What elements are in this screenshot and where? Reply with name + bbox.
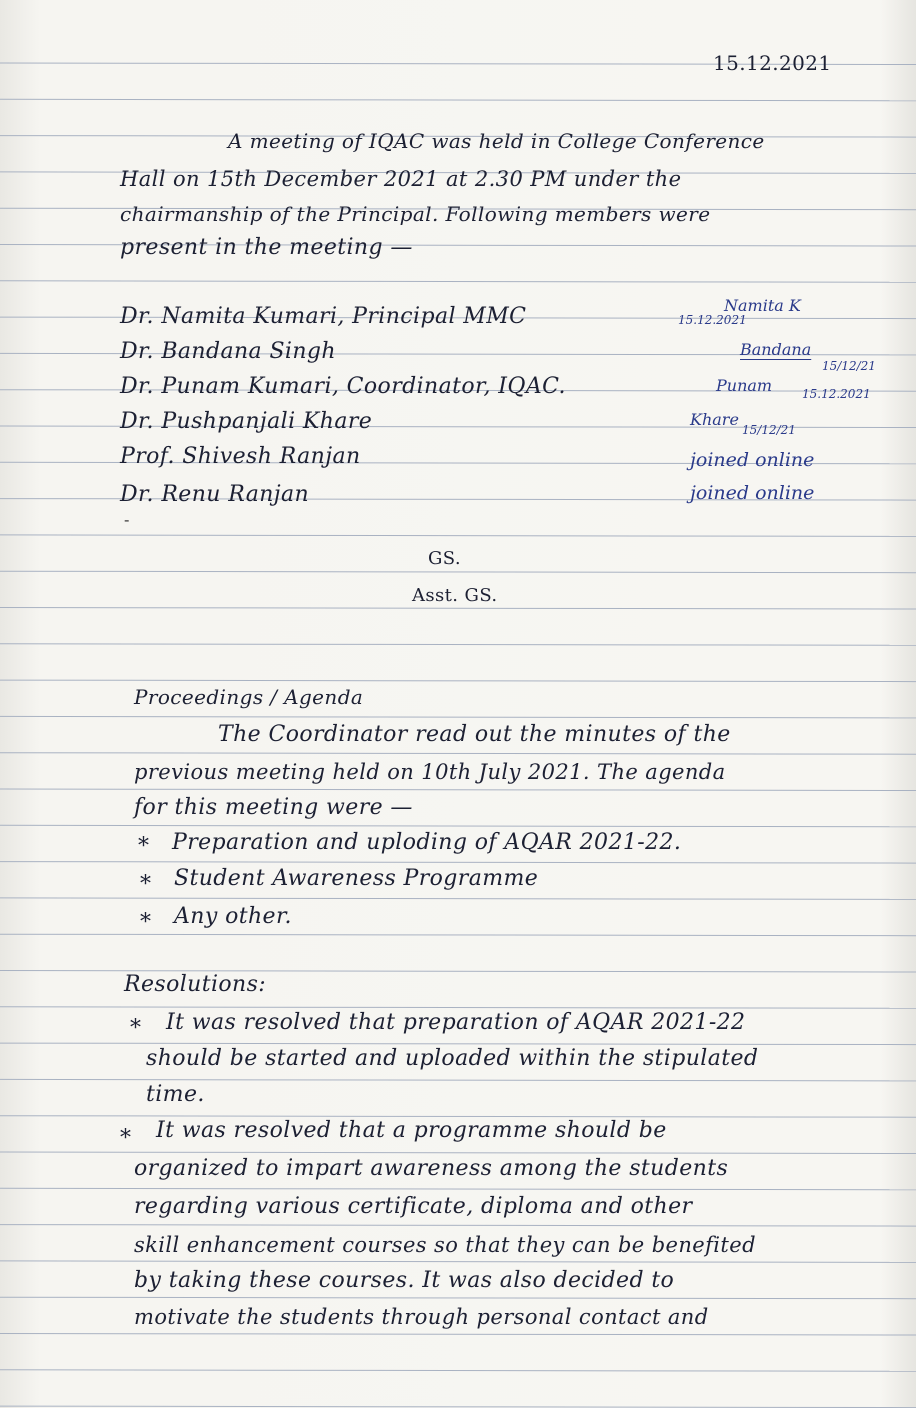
intro-line-1: A meeting of IQAC was held in College Conference: [228, 129, 765, 153]
ruled-line: [0, 898, 916, 900]
resolutions-heading: Resolutions:: [124, 972, 267, 997]
ruled-line: [0, 1225, 916, 1227]
agenda-bullet-1: *: [138, 834, 150, 859]
meeting-date: 15.12.2021: [713, 51, 832, 75]
agenda-item-1: Preparation and uploding of AQAR 2021-22.: [172, 830, 682, 855]
officer-asst-gs: Asst. GS.: [412, 585, 498, 606]
intro-line-3: chairmanship of the Principal. Following members were: [120, 202, 711, 226]
proceedings-line-1: The Coordinator read out the minutes of the: [218, 722, 731, 747]
ruled-line: [0, 1297, 916, 1299]
signature-1: Namita K: [724, 296, 801, 315]
ruled-line: [0, 1152, 916, 1154]
agenda-bullet-3: *: [140, 910, 152, 935]
member-name-4: Dr. Pushpanjali Khare: [120, 409, 373, 434]
signature-5: joined online: [690, 449, 815, 471]
signature-date-4: 15/12/21: [742, 423, 796, 437]
ruled-line: [0, 1188, 916, 1190]
resolution-1-line-2: should be started and uploaded within the stipulated: [146, 1046, 759, 1071]
signature-3: Punam: [716, 376, 773, 395]
ruled-line: [0, 862, 916, 864]
ruled-line: [0, 1261, 916, 1263]
ruled-line: [0, 644, 916, 646]
agenda-item-2: Student Awareness Programme: [174, 866, 539, 891]
resolution-2-line-6: motivate the students through personal contact and: [134, 1305, 709, 1329]
proceedings-line-3: for this meeting were —: [134, 795, 413, 820]
ruled-line: [0, 535, 916, 537]
proceedings-heading: Proceedings / Agenda: [134, 685, 364, 709]
ruled-line: [0, 680, 916, 682]
stray-dash-mark: -: [124, 510, 130, 529]
signature-date-2: 15/12/21: [822, 359, 876, 373]
resolution-1-line-1: It was resolved that preparation of AQAR 2021-22: [166, 1010, 746, 1035]
ruled-line: [0, 1370, 916, 1372]
resolution-2-line-1: It was resolved that a programme should be: [156, 1118, 667, 1143]
signature-date-3: 15.12.2021: [802, 387, 871, 401]
member-name-6: Dr. Renu Ranjan: [120, 482, 310, 507]
resolution-2-line-4: skill enhancement courses so that they can be benefited: [134, 1233, 756, 1257]
officer-gs: GS.: [428, 548, 461, 569]
ruled-line: [0, 934, 916, 936]
signature-2: Bandana: [740, 340, 812, 359]
member-name-3: Dr. Punam Kumari, Coordinator, IQAC.: [120, 374, 566, 399]
resolution-bullet-2: *: [120, 1126, 132, 1151]
resolution-1-line-3: time.: [146, 1082, 205, 1107]
ruled-line: [0, 1334, 916, 1336]
signature-4: Khare: [690, 410, 739, 429]
ruled-line: [0, 1079, 916, 1081]
member-name-1: Dr. Namita Kumari, Principal MMC: [120, 304, 527, 329]
agenda-item-3: Any other.: [174, 904, 292, 929]
ruled-line: [0, 716, 916, 718]
agenda-bullet-2: *: [140, 872, 152, 897]
signature-6: joined online: [690, 482, 815, 504]
ruled-line: [0, 825, 916, 827]
ruled-line: [0, 1007, 916, 1009]
ruled-line: [0, 753, 916, 755]
ruled-line: [0, 789, 916, 791]
resolution-2-line-5: by taking these courses. It was also decided to: [134, 1268, 675, 1293]
resolution-bullet-1: *: [130, 1016, 142, 1041]
ruled-line: [0, 1116, 916, 1118]
ruled-line: [0, 1406, 916, 1408]
member-name-2: Dr. Bandana Singh: [120, 339, 336, 364]
resolution-2-line-2: organized to impart awareness among the students: [134, 1156, 729, 1181]
proceedings-line-2: previous meeting held on 10th July 2021. The agenda: [134, 760, 726, 784]
ruled-line: [0, 1043, 916, 1045]
signature-date-1: 15.12.2021: [678, 313, 747, 327]
intro-line-2: Hall on 15th December 2021 at 2.30 PM under the: [120, 167, 682, 191]
ruled-line: [0, 281, 916, 283]
intro-line-4: present in the meeting —: [120, 235, 413, 260]
member-name-5: Prof. Shivesh Ranjan: [120, 444, 361, 469]
ruled-line: [0, 99, 916, 101]
resolution-2-line-3: regarding various certificate, diploma and other: [134, 1194, 693, 1219]
